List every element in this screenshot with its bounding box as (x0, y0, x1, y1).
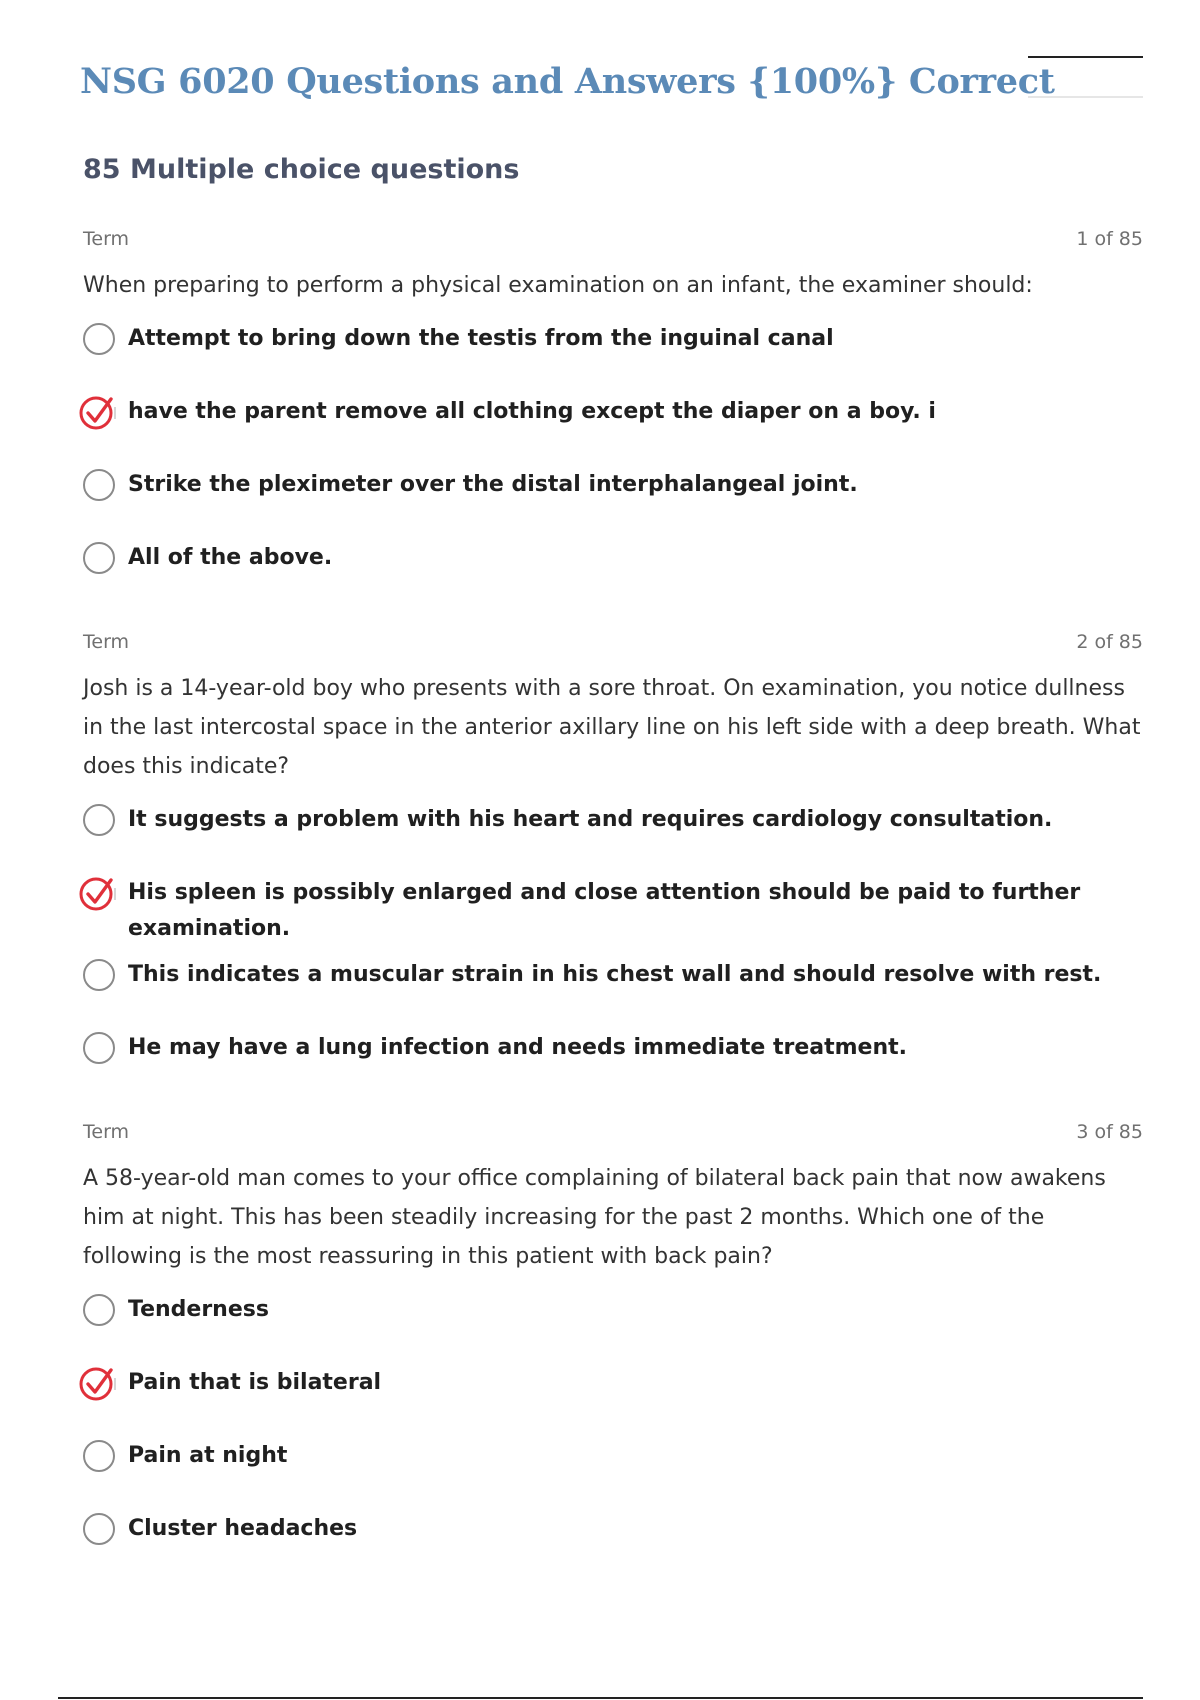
answer-options (83, 1282, 1143, 1574)
option-text: Cluster headaches (128, 1516, 358, 1541)
term-label: Term (83, 631, 130, 653)
radio-empty-icon[interactable] (83, 323, 115, 355)
answer-option[interactable] (83, 1020, 1143, 1093)
answer-option[interactable] (83, 530, 1143, 603)
question-count-heading: 85 Multiple choice questions (83, 154, 520, 185)
option-text: It suggests a problem with his heart and requires cardiology consultation. (128, 807, 1053, 832)
question-card (83, 228, 1143, 603)
option-text: have the parent remove all clothing except the diaper on a boy. i (128, 399, 936, 424)
answer-option[interactable] (83, 1428, 1143, 1501)
red-checkmark-icon[interactable] (78, 874, 118, 912)
radio-empty-icon[interactable] (83, 469, 115, 501)
answer-option[interactable] (83, 1501, 1143, 1574)
radio-empty-icon[interactable] (83, 1032, 115, 1064)
option-text: Strike the pleximeter over the distal interphalangeal joint. (128, 472, 858, 497)
answer-option[interactable] (83, 792, 1143, 865)
option-text: Pain that is bilateral (128, 1370, 382, 1395)
option-text: Attempt to bring down the testis from the inguinal canal (128, 326, 834, 351)
term-label: Term (83, 228, 130, 250)
answer-option-correct[interactable] (83, 384, 1143, 457)
term-header (83, 228, 1143, 258)
option-text: He may have a lung infection and needs immediate treatment. (128, 1035, 908, 1060)
question-counter: 1 of 85 (1076, 228, 1143, 250)
question-counter: 3 of 85 (1076, 1121, 1143, 1143)
option-text: This indicates a muscular strain in his chest wall and should resolve with rest. (128, 962, 1102, 987)
term-label: Term (83, 1121, 130, 1143)
answer-option[interactable] (83, 947, 1143, 1020)
term-header (83, 631, 1143, 661)
answer-option[interactable] (83, 1282, 1143, 1355)
answer-option-correct[interactable] (83, 1355, 1143, 1428)
option-text: His spleen is possibly enlarged and close attention should be paid to further examination. (128, 880, 1081, 941)
red-checkmark-icon[interactable] (78, 1364, 118, 1402)
answer-option[interactable] (83, 311, 1143, 384)
radio-empty-icon[interactable] (83, 542, 115, 574)
question-card (83, 631, 1143, 1093)
radio-empty-icon[interactable] (83, 1440, 115, 1472)
answer-option[interactable] (83, 457, 1143, 530)
option-text: Pain at night (128, 1443, 288, 1468)
term-header (83, 1121, 1143, 1151)
question-counter: 2 of 85 (1076, 631, 1143, 653)
question-text: Josh is a 14-year-old boy who presents with a sore throat. On examination, you notice dullness in the last intercostal space in the anterior axillary line on his left side with a deep breath. What does this indicate? (83, 676, 1141, 779)
radio-empty-icon[interactable] (83, 1294, 115, 1326)
answer-option-correct[interactable] (83, 865, 1143, 947)
question-text: A 58-year-old man comes to your office complaining of bilateral back pain that now awakens him at night. This has been steadily increasing for the past 2 months. Which one of the following is the most reassuring in this patient with back pain? (83, 1166, 1106, 1269)
radio-empty-icon[interactable] (83, 1513, 115, 1545)
radio-empty-icon[interactable] (83, 959, 115, 991)
option-text: All of the above. (128, 545, 333, 570)
answer-options (83, 792, 1143, 1093)
question-text: When preparing to perform a physical examination on an infant, the examiner should: (83, 273, 1033, 298)
red-checkmark-icon[interactable] (78, 393, 118, 431)
document-title: NSG 6020 Questions and Answers {100%} Correct (80, 61, 1055, 102)
footer-rule (58, 1697, 1143, 1699)
option-text: Tenderness (128, 1297, 269, 1322)
question-card (83, 1121, 1143, 1574)
quiz-content (83, 150, 1143, 1602)
answer-options (83, 311, 1143, 603)
radio-empty-icon[interactable] (83, 804, 115, 836)
